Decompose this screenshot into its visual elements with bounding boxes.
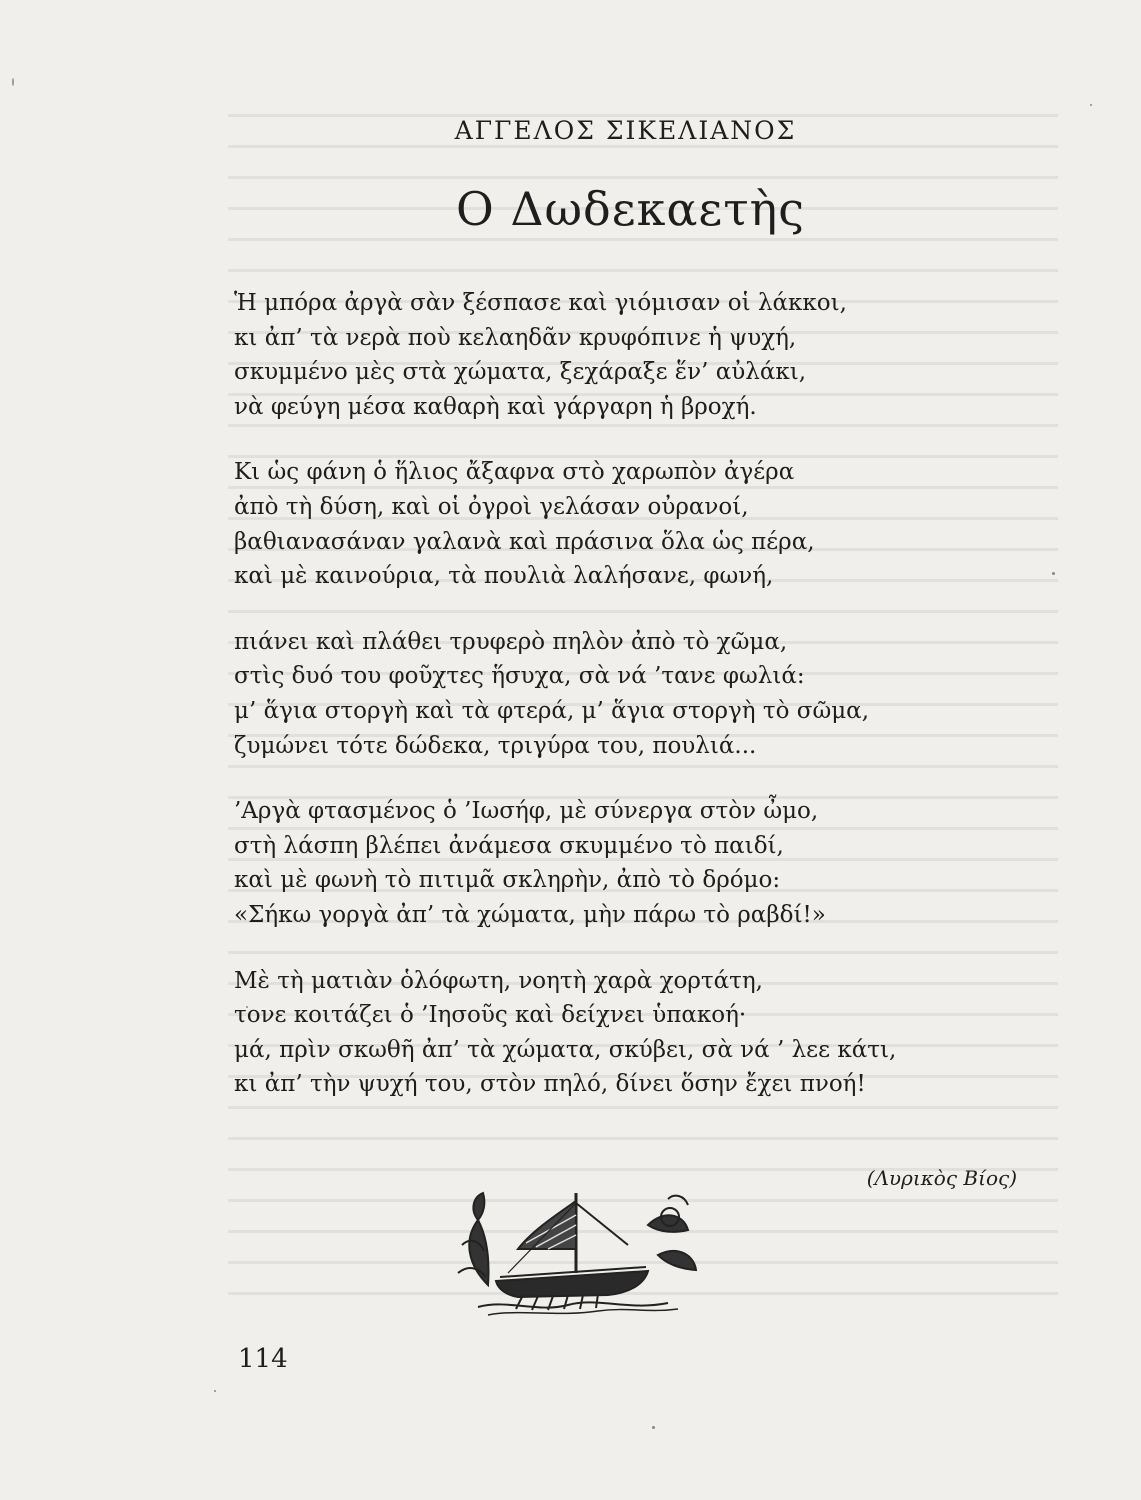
stanza-2 [234, 455, 1034, 593]
author-name: ΑΓΓΕΛΟΣ ΣΙΚΕΛΙΑΝΟΣ [454, 116, 797, 145]
stanza-3 [234, 625, 1034, 763]
poem-line: μ’ ἅγια στοργὴ καὶ τὰ φτερά, μ’ ἅγια στοργὴ τὸ σῶμα, [234, 697, 870, 724]
poem-line: στὶς δυό του φοῦχτες ἥσυχα, σὰ νά ’τανε φωλιά: [234, 663, 805, 690]
poem-line: κι ἀπ’ τὰ νερὰ ποὺ κελαηδᾶν κρυφόπινε ἡ ψυχή, [234, 324, 797, 351]
poem-line: ζυμώνει τότε δώδεκα, τριγύρα του, πουλιά... [234, 732, 757, 759]
poem-line: Κι ὡς φάνη ὁ ἥλιος ἄξαφνα στὸ χαρωπὸν ἀγέρα [234, 459, 795, 486]
poem-line: ἀπὸ τὴ δύση, καὶ οἱ ὀγροὶ γελάσαν οὐρανοί, [234, 493, 749, 520]
poem-line: στὴ λάσπη βλέπει ἀνάμεσα σκυμμένο τὸ παιδί, [234, 832, 784, 859]
poem-line: «Σήκω γοργὰ ἀπ’ τὰ χώματα, μὴν πάρω τὸ ραβδί!» [234, 901, 826, 928]
stanza-4 [234, 794, 1034, 932]
poem-body [234, 286, 1034, 1133]
page-number: 114 [238, 1344, 288, 1374]
poem-line: καὶ μὲ καινούρια, τὰ πουλιὰ λαλήσανε, φωνή, [234, 563, 774, 590]
poem-line: Μὲ τὴ ματιὰν ὁλόφωτη, νοητὴ χαρὰ χορτάτη, [234, 967, 763, 994]
poem-line: καὶ μὲ φωνὴ τὸ πιτιμᾶ σκληρὴν, ἀπὸ τὸ δρόμο: [234, 867, 781, 894]
poem-line: ’Αργὰ φτασμένος ὁ ’Ιωσήφ, μὲ σύνεργα στὸν ὦμο, [234, 798, 819, 825]
poem-line: βαθιανασάναν γαλανὰ καὶ πράσινα ὅλα ὡς πέρα, [234, 528, 815, 555]
poem-line: πιάνει καὶ πλάθει τρυφερὸ πηλὸν ἀπὸ τὸ χῶμα, [234, 628, 788, 655]
poem-line: νὰ φεύγη μέσα καθαρὴ καὶ γάργαρη ἡ βροχή. [234, 393, 757, 420]
poem-line: σκυμμένο μὲς στὰ χώματα, ξεχάραξε ἕν’ αὐλάκι, [234, 359, 807, 386]
poem-line: Ἡ μπόρα ἀργὰ σὰν ξέσπασε καὶ γιόμισαν οἱ λάκκοι, [234, 290, 847, 316]
poem-line: κι ἀπ’ τὴν ψυχή του, στὸν πηλό, δίνει ὅσην ἔχει πνοή! [234, 1071, 866, 1098]
stanza-1 [234, 286, 1034, 424]
stanza-5 [234, 964, 1034, 1102]
ship-ornament-icon [448, 1185, 703, 1317]
source-citation: (Λυρικὸς Βίος) [866, 1166, 1017, 1190]
poem-line: μά, πρὶν σκωθῆ ἀπ’ τὰ χώματα, σκύβει, σὰ νά ’ λεε κάτι, [234, 1036, 897, 1063]
poem-line: τονε κοιτάζει ὁ ’Ιησοῦς καὶ δείχνει ὑπακοή· [234, 1002, 747, 1029]
poem-title: Ο Δωδεκαετὴς [455, 182, 805, 236]
